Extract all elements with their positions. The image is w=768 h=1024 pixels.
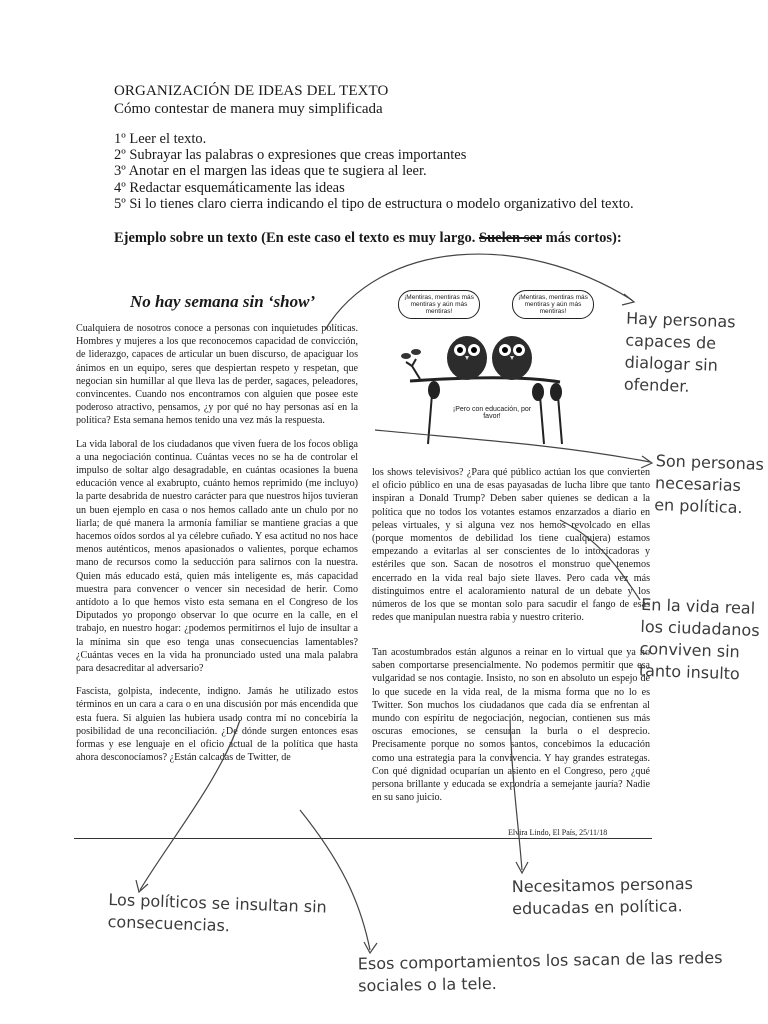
step-item: 1º Leer el texto. (114, 131, 207, 147)
illustration-caption: ¡Pero con educación, por favor! (452, 406, 532, 420)
article-paragraph: los shows televisivos? ¿Para qué público actúan los que convierten el oficio público en una de esas payasadas de lucha libre que tanto inspiran a Donald Trump? Deben saber quienes se dedican a la política que no todos los votantes estamos enzarzados a diario en peleas virtuales, y si alguna vez nos hemos revolcado en ellas (porque momentos de debilidad los tiene cualquiera) estamos empezando a evitarlas al ser conscientes de lo intoxicadoras y estériles que son. Sacan de nosotros el monstruo que tenemos encerrado en la vida real bajo siete llaves. Pero cada vez más distinguimos entre el acaloramiento natural de un debate y los números de los que se montan solo para sacudir el fango de esas redes que manipulan nuestra rabia y nuestro criterio. (372, 467, 650, 624)
arrow-line (140, 720, 240, 890)
step-item: 2º Subrayar las palabras o expresiones que creas importantes (114, 147, 467, 164)
handwritten-note: Los políticos se insultan sin consecuencias. (107, 889, 328, 936)
handwritten-note: Hay personas capaces de dialogar sin ofender. (623, 308, 736, 396)
speech-bubble-right: ¡Mentiras, mentiras más mentiras y aún más mentiras! (512, 290, 594, 319)
step-item: 3º Anotar en el margen las ideas que te sugiera al leer. (114, 163, 427, 180)
step-item: 4º Redactar esquemáticamente las ideas (114, 179, 345, 196)
article-title: No hay semana sin ‘show’ (130, 292, 316, 311)
arrow-line (325, 254, 632, 330)
page-subtitle: Cómo contestar de manera muy simplificada (114, 101, 383, 117)
handwritten-note: Son personas necesarias en política. (653, 451, 765, 518)
handwritten-note: En la vida real los ciudadanos conviven sin tanto insulto (638, 594, 760, 684)
example-end: más cortos): (541, 230, 622, 246)
handwritten-note: Necesitamos personas educadas en política. (511, 874, 694, 919)
article-paragraph: Fascista, golpista, indecente, indigno. Jamás he utilizado estos términos en un cara a cara o en una discusión por más encendida que esta fuera. Si alguien las hubiera usado contra mí no concebiría la posibilidad de una reconciliación. ¿De dónde surgen entonces esas formas y ese lenguaje en el oficio actual de la política que hasta ahora desconocíamos? ¿Están calcadas de Twitter, de (76, 686, 358, 764)
handwritten-note: Esos comportamientos los sacan de las redes sociales o la tele. (357, 947, 723, 996)
article-paragraph: Cualquiera de nosotros conoce a personas con inquietudes políticas. Hombres y mujeres a los que reconocemos capacidad de convicción, de liderazgo, capaces de articular un buen discurso, de apaciguar los ánimos en un equipo, seres que despiertan respeto y respetan, que negocian sin humillar al que lleva las de perder, sagaces, peleadores, convincentes. Cuando nos encontramos con alguien que posee este poderoso atractivo, pensamos, ¿y por qué no hay personas así en la política? Esta semana hemos tenido una vez más la respuesta. (76, 323, 358, 427)
arrow-line (510, 720, 522, 870)
step-item: 5º Si lo tienes claro cierra indicando el tipo de estructura o modelo organizativo del texto. (114, 195, 634, 212)
example-text: Ejemplo sobre un texto (En este caso el texto es muy largo. (114, 230, 479, 246)
arrow-line (375, 430, 650, 462)
struck-text: Suelen ser (479, 230, 542, 246)
page-title: ORGANIZACIÓN DE IDEAS DEL TEXTO (114, 83, 389, 99)
speech-bubble-left: ¡Mentiras, mentiras más mentiras y aún más mentiras! (398, 290, 480, 319)
article-paragraph: La vida laboral de los ciudadanos que viven fuera de los focos obliga a una negociación continua. Cuántas veces no se ha de controlar el impulso de soltar algo desagradable, en cuántas ocasiones la buena educación vence al exabrupto, cuánto hemos reprimido (me incluyo) la parte desabrida de nuestro carácter para que nuestros hijos tuvieran un buen ejemplo en casa o nos hemos callado ante un chulo por no liarla; de qué manera la armonía familiar se mantiene gracias a que hacemos oídos sordos al ya célebre cuñado. Y esa actitud no nos hace menos auténticos, menos apasionados o valientes, porque echamos mano de recursos como la seducción para salirnos con la nuestra. Quien más educado está, quien más inteligente es, más capacidad muestra para convencer o vencer sin necesidad de herir. Como antídoto a lo que hemos visto esta semana en el Congreso de los Diputados yo propongo observar lo que ocurre en la calle, en el trabajo, en nuestro hogar: ¿podemos permitirnos el lujo de insultar a la mínima sin que eso tenga unas consecuencias lamentables? ¿Cuántas veces en la vida ha pronunciado usted una mala palabra para desacreditar al adversario? (76, 438, 358, 675)
arrow-head (364, 942, 377, 953)
arrow-head (641, 456, 652, 468)
arrow-line (560, 520, 640, 600)
article-paragraph: Tan acostumbrados están algunos a reinar en lo virtual que ya no saben comportarse presencialmente. No podemos permitir que esa vulgaridad se nos contagie. Insisto, no son en absoluto un espejo de lo que sucede en la vida real, de la misma forma que no lo es Twitter. Son muchos los ciudadanos que cada día se enfrentan al mundo con espíritu de negociación, negocian, contienen sus más oscuras emociones, se censuran la burla o el desprecio. Precisamente porque no somos santos, concebimos la educación como una estrategia para la convivencia. Y hay grandes estrategas. Con qué dignidad ocuparían un asiento en el Congreso, pero ¿qué persona brillante y educada se expondría a semejante jauría? Nadie en su sano juicio. (372, 647, 650, 804)
article-byline: Elvira Lindo, El País, 25/11/18 (508, 828, 608, 837)
